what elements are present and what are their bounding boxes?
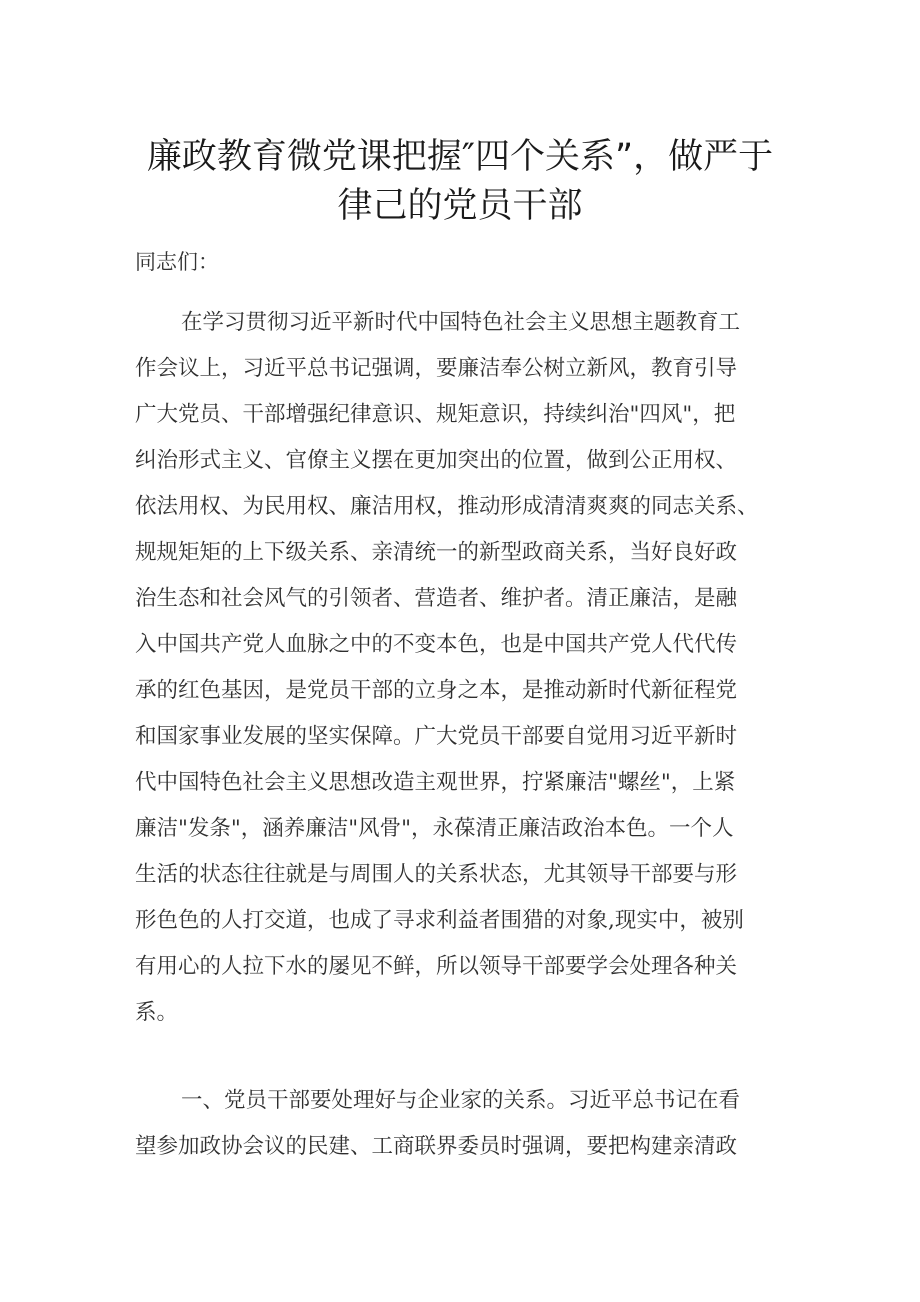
paragraph-2 <box>135 1078 795 1170</box>
paragraph-line: 承的红色基因，是党员干部的立身之本，是推动新时代新征程党 <box>135 678 738 703</box>
paragraph-line: 广大党员、干部增强纪律意识、规矩意识，持续纠治"四风"，把 <box>135 402 736 427</box>
paragraph-1 <box>135 300 795 1036</box>
paragraph-line: 和国家事业发展的坚实保障。广大党员干部要自觉用习近平新时 <box>135 724 738 749</box>
document-title-line-2: 律己的党员干部 <box>337 186 583 226</box>
paragraph-line: 入中国共产党人血脉之中的不变本色，也是中国共产党人代代传 <box>135 632 738 657</box>
paragraph-line: 在学习贯彻习近平新时代中国特色社会主义思想主题教育工 <box>181 310 741 335</box>
paragraph-line: 代中国特色社会主义思想改造主观世界，拧紧廉洁"螺丝"，上紧 <box>135 770 736 795</box>
paragraph-line: 依法用权、为民用权、廉洁用权，推动形成清清爽爽的同志关系、 <box>135 494 759 519</box>
document-title-line-1: 廉政教育微党课把握″四个关系”，做严于 <box>146 137 774 177</box>
paragraph-line: 作会议上，习近平总书记强调，要廉洁奉公树立新风，教育引导 <box>135 356 738 381</box>
paragraph-line: 生活的状态往往就是与周围人的关系状态，尤其领导干部要与形 <box>135 862 738 887</box>
paragraph-line: 系。 <box>135 1000 179 1025</box>
salutation: 同志们： <box>135 250 219 274</box>
paragraph-line: 一、党员干部要处理好与企业家的关系。习近平总书记在看 <box>181 1088 741 1113</box>
paragraph-line: 有用心的人拉下水的屡见不鲜，所以领导干部要学会处理各种关 <box>135 954 738 979</box>
paragraph-line: 廉洁"发条"，涵养廉洁"风骨"，永葆清正廉洁政治本色。一个人 <box>135 816 734 841</box>
paragraph-line: 望参加政协会议的民建、工商联界委员时强调，要把构建亲清政 <box>135 1134 738 1159</box>
paragraph-line: 规规矩矩的上下级关系、亲清统一的新型政商关系，当好良好政 <box>135 540 738 565</box>
paragraph-line: 治生态和社会风气的引领者、营造者、维护者。清正廉洁，是融 <box>135 586 738 611</box>
paragraph-line: 纠治形式主义、官僚主义摆在更加突出的位置，做到公正用权、 <box>135 448 738 473</box>
paragraph-line: 形色色的人打交道，也成了寻求利益者围猎的对象,现实中，被别 <box>135 908 744 933</box>
